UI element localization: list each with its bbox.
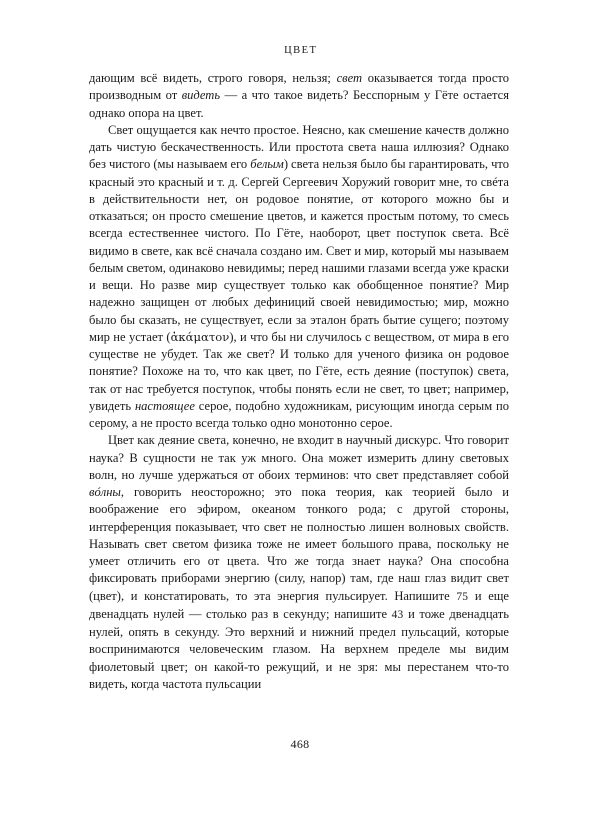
- text-run-italic: настоящее: [134, 398, 195, 413]
- paragraph-2: Свет ощущается как нечто простое. Неясно, как смешение качеств должно дать чистую бескачественность. Или простота света наша иллюзия? Однако без чистого (мы называем его белым) света нельзя было бы гарантировать, что красный это красный и т. д. Сергей Сергеевич Хоружий говорит мне, то свéта в действительности нет, он родовое понятие, от которого можно бы и отказаться; он просто смешение цветов, и кажется простым потому, то смесь всегда естественнее чистого. По Гёте, наоборот, цвет поступок света. Всё видимо в свете, как всё сначала создано им. Свет и мир, который мы называем белым светом, одинаково невидимы; перед нашими глазами всегда уже краски и вещи. Но разве мир существует только как обобщенное понятие? Мир надежно защищен от любых дефиниций своей невидимостью; мир, можно было бы сказать, не существует, если за эталон брать бытие сущего; поэтому мир не устает (ἀκάματον), и что бы ни случилось с веществом, от мира в его существе не убудет. Так же свет? И только для ученого физика он родовое понятие? Похоже на то, что как цвет, по Гёте, есть деяние (поступок) света, так от нас требуется поступок, чтобы понять если не свет, то цвет; например, увидеть настоящее серое, подобно художникам, рисующим иногда серым по серому, а не просто всегда только одно монотонно серое.: [89, 122, 510, 430]
- text-run-figure: 43: [391, 608, 404, 621]
- text-run-italic: видеть: [181, 88, 221, 103]
- text-run-italic: свет: [336, 71, 363, 85]
- text-block: [89, 70, 509, 693]
- text-run-italic: вóлны: [89, 485, 121, 499]
- text-run-figure: 75: [456, 590, 469, 603]
- running-head: ЦВЕТ: [284, 45, 318, 56]
- text-run-greek: ἀκάματον: [170, 329, 230, 344]
- page-number: 468: [290, 737, 310, 751]
- text-run-italic: белым: [250, 157, 284, 172]
- paragraph-1: дающим всё видеть, строго говоря, нельзя; свет оказывается тогда просто производным от видеть — а что такое видеть? Бесспорным у Гёте остается однако опора на цвет.: [89, 71, 509, 120]
- paragraph-3: Цвет как деяние света, конечно, не входит в научный дискурс. Что говорит наука? В сущности не так уж много. Она может измерить длину световых волн, но лучше удержаться от обоих терминов: что свет представляет собой вóлны, говорить неосторожно; это пока теория, как теорией было и воображение его эфиром, океаном тонкого рода; с другой стороны, интерференция показывает, что свет не полностью лишен волновых свойств. Называть свет светом физика тоже не имеет большого права, поскольку не умеет отличить его от цвета. Что же тогда знает наука? Она способна фиксировать приборами энергию (силу, напор) там, где наш глаз видит свет (цвет), и констатировать, то эта энергия пульсирует. Напишите 75 и еще двенадцать нулей — столько раз в секунду; напишите 43 и тоже двенадцать нулей, опять в секунду. Это верхний и нижний предел пульсаций, которые воспринимаются человеческим глазом. На верхнем пределе мы видим фиолетовый цвет; он какой-то режущий, и не зря: мы перестанем что-то видеть, когда частота пульсации: [89, 433, 509, 691]
